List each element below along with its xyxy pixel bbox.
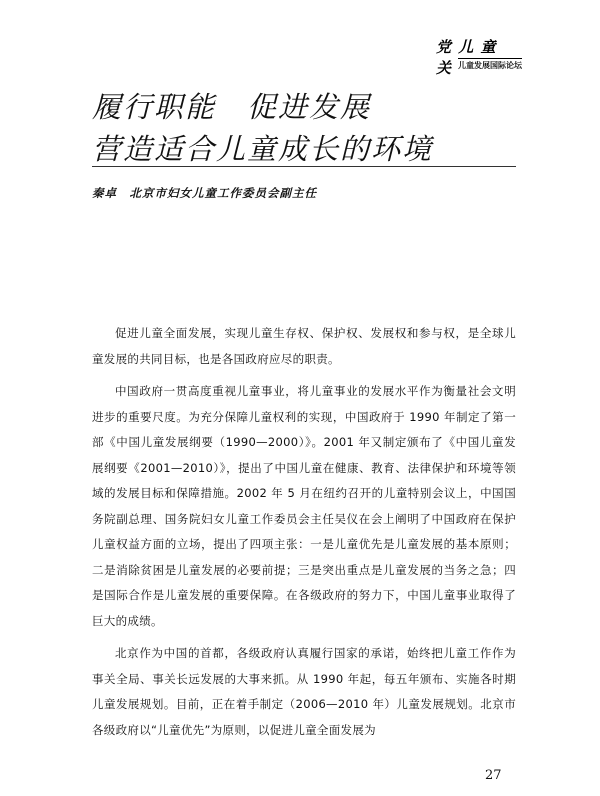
logo-calligraphy: 党 儿 童 关	[436, 38, 497, 77]
title-divider	[92, 166, 516, 167]
logo-subtitle: 儿童发展国际论坛	[458, 58, 522, 71]
paragraph-2: 中国政府一贯高度重视儿童事业，将儿童事业的发展水平作为衡量社会文明进步的重要尺度。为充分保障儿童权利的实现，中国政府于 1990 年制定了第一部《中国儿童发展纲要（1990—2000）》。2001 年又制定颁布了《中国儿童发展纲要《2001—2010）》，提出了中国儿童在健康、教育、法律保护和环境等领域的发展目标和保障措施。2002 年 5 月在纽约召开的儿童特别会议上，中国国务院副总理、国务院妇女儿童工作委员会主任吴仪在会上阐明了中国政府在保护儿童权益方面的立场，提出了四项主张：一是儿童优先是儿童发展的基本原则；二是消除贫困是儿童发展的必要前提；三是突出重点是儿童发展的当务之急；四是国际合作是儿童发展的重要保障。在各级政府的努力下，中国儿童事业取得了巨大的成绩。	[92, 384, 516, 628]
author-byline: 秦卓 北京市妇女儿童工作委员会副主任	[92, 186, 317, 200]
page-number: 27	[485, 768, 502, 783]
title-line-1: 履行职能 促进发展	[92, 90, 372, 124]
paragraph-1: 促进儿童全面发展，实现儿童生存权、保护权、发展权和参与权，是全球儿童发展的共同目标，也是各国政府应尽的职责。	[92, 326, 516, 366]
article-title	[92, 86, 532, 170]
title-line-2: 营造适合儿童成长的环境	[92, 132, 434, 166]
paragraph-3: 北京作为中国的首都，各级政府认真履行国家的承诺，始终把儿童工作作为事关全局、事关长远发展的大事来抓。从 1990 年起，每五年颁布、实施各时期儿童发展规划。目前，正在着手制定（2006—2010 年）儿童发展规划。北京市各级政府以“儿童优先”为原则，以促进儿童全面发展为	[92, 646, 516, 737]
header-logo	[436, 36, 522, 77]
article-body	[92, 321, 516, 750]
